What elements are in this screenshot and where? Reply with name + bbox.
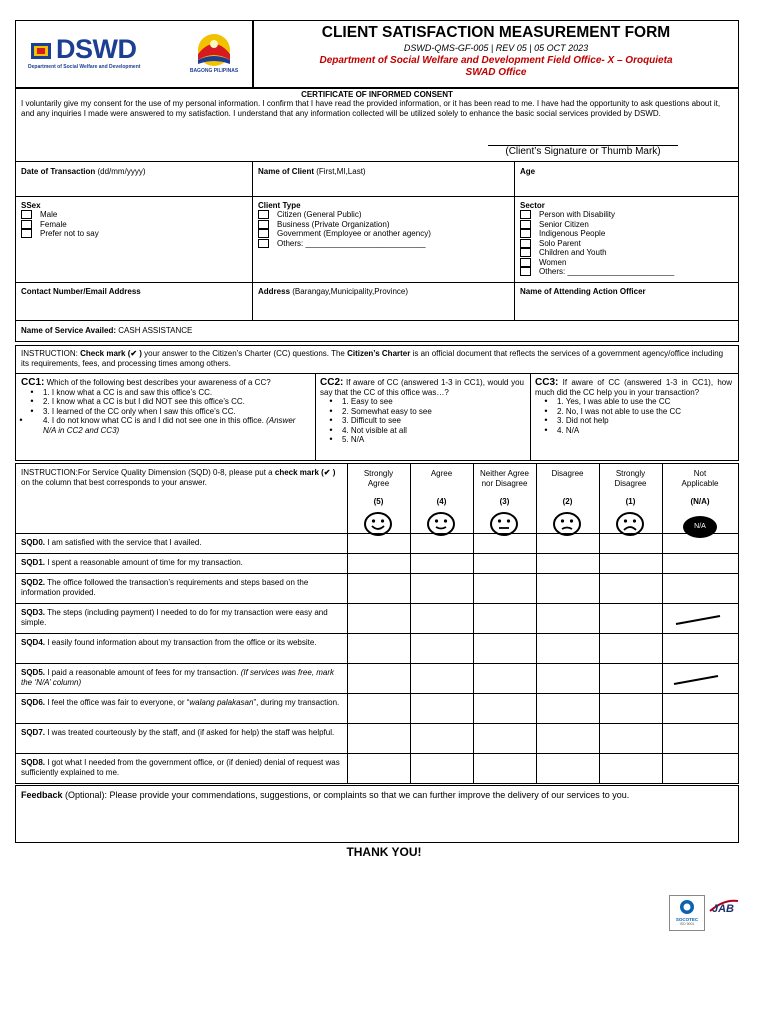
scale-header-4 bbox=[410, 469, 473, 506]
sector-senior[interactable] bbox=[520, 220, 674, 230]
sqd-instruction-check: check mark (✔ ) bbox=[274, 468, 336, 477]
sqd-question bbox=[21, 728, 341, 738]
scale-label: Agree bbox=[430, 469, 453, 478]
consent-text: I voluntarily give my consent for the use of my personal information. I confirm that I have read the provided information, or it has been read to me. I have had the opportunity to ask questions about it, and any inquiries I made were answered to my satisfaction. I understand that any information collected will be utilized solely to enhance the basic social services provided by DSWD. bbox=[21, 99, 721, 118]
cc-divider-top bbox=[15, 373, 739, 374]
bagong-pilipinas-emblem bbox=[186, 30, 242, 72]
bagong-pilipinas-logo bbox=[186, 30, 242, 80]
col-divider-1 bbox=[252, 161, 253, 320]
sqd-text: I feel the office was fair to everyone, or “ bbox=[45, 698, 190, 707]
checkbox[interactable] bbox=[21, 229, 32, 238]
socotec-logo bbox=[669, 895, 705, 931]
scale-header-5 bbox=[347, 469, 410, 506]
client-type-others[interactable] bbox=[258, 239, 431, 249]
sqd-row-5 bbox=[16, 663, 738, 694]
checkbox[interactable] bbox=[520, 267, 531, 276]
sqd-code: SQD4. bbox=[21, 638, 46, 647]
sex-option-male[interactable] bbox=[21, 210, 99, 220]
sqd-question bbox=[21, 698, 341, 708]
address-hint: (Barangay,Municipality,Province) bbox=[292, 287, 408, 296]
checkbox[interactable] bbox=[258, 229, 269, 238]
sqd-code: SQD1. bbox=[21, 558, 46, 567]
cc2-option-4[interactable]: • 4. Not visible at all bbox=[320, 426, 524, 436]
option-label: Others: ________________________ bbox=[539, 267, 675, 276]
scale-header-1 bbox=[599, 469, 662, 506]
cc2-question-text: If aware of CC (answered 1-3 in CC1), would you say that the CC of this office was…? bbox=[320, 378, 524, 397]
address-field[interactable] bbox=[258, 287, 408, 296]
sqd-text: The steps (including payment) I needed to do for my transaction were easy and simple. bbox=[21, 608, 328, 627]
sex-option-prefer-not[interactable] bbox=[21, 229, 99, 239]
sqd-text: I am satisfied with the service that I availed. bbox=[45, 538, 202, 547]
sqd-italic: walang palakasan bbox=[189, 698, 254, 707]
scale-header-2 bbox=[536, 469, 599, 506]
sector-label: Sector bbox=[520, 201, 545, 210]
cc2-option-2[interactable]: • 2. Somewhat easy to see bbox=[320, 407, 524, 417]
cc-instruction-prefix: INSTRUCTION: bbox=[21, 349, 81, 358]
sector-ip[interactable] bbox=[520, 229, 674, 239]
cc2-options bbox=[320, 397, 524, 445]
client-type-group bbox=[258, 201, 431, 248]
socotec-logo-sub: ISO 9001 bbox=[679, 922, 695, 926]
sqd-text: I paid a reasonable amount of fees for my transaction. bbox=[45, 668, 241, 677]
sqd-text: I got what I needed from the government office, or (if denied) denial of request was sufficiently explained to me. bbox=[21, 758, 340, 777]
checkbox[interactable] bbox=[520, 258, 531, 267]
option-label: Women bbox=[539, 257, 567, 267]
cc-col-divider-2 bbox=[530, 373, 531, 461]
cc3-options bbox=[535, 397, 732, 435]
sqd-code: SQD8. bbox=[21, 758, 46, 767]
service-value: CASH ASSISTANCE bbox=[118, 326, 193, 335]
cc2-option-1[interactable]: • 1. Easy to see bbox=[320, 397, 524, 407]
divider-row3 bbox=[15, 320, 739, 321]
option-label: Male bbox=[40, 210, 58, 219]
sqd-question bbox=[21, 538, 341, 548]
option-label: Prefer not to say bbox=[40, 229, 99, 238]
sqd-question bbox=[21, 578, 341, 598]
option-label: Solo Parent bbox=[539, 238, 581, 248]
option-label: Children and Youth bbox=[539, 248, 607, 257]
cc1-note: (Answer N/A in CC2 and CC3) bbox=[43, 416, 296, 435]
sex-group bbox=[21, 201, 99, 239]
checkbox[interactable] bbox=[21, 210, 32, 219]
cc1-option-3[interactable]: • 3. I learned of the CC only when I saw this office’s CC. bbox=[21, 407, 309, 417]
sqd-code: SQD0. bbox=[21, 538, 46, 547]
dswd-logo-subtitle: Department of Social Welfare and Development bbox=[28, 64, 141, 70]
cc-instruction-check: Check mark (✔ ) bbox=[80, 349, 142, 358]
scale-header-3 bbox=[473, 469, 536, 506]
checkbox[interactable] bbox=[258, 220, 269, 229]
sex-option-female[interactable] bbox=[21, 220, 99, 230]
officer-field[interactable]: Name of Attending Action Officer bbox=[520, 287, 646, 296]
sqd-question bbox=[21, 558, 341, 568]
sector-women[interactable] bbox=[520, 258, 674, 268]
scale-label: Not Applicable bbox=[681, 469, 719, 488]
dswd-logo-text: DSWD bbox=[56, 34, 137, 64]
option-label: Citizen (General Public) bbox=[277, 210, 362, 219]
contact-field[interactable]: Contact Number/Email Address bbox=[21, 287, 141, 296]
sqd-row-1 bbox=[16, 553, 738, 574]
sqd-question bbox=[21, 668, 341, 688]
option-label: Female bbox=[40, 219, 67, 229]
address-label: Address bbox=[258, 287, 291, 296]
sqd-tail: ”, during my transaction. bbox=[253, 698, 340, 707]
checkbox[interactable] bbox=[21, 220, 32, 229]
checkbox[interactable] bbox=[520, 248, 531, 257]
na-badge: N/A bbox=[683, 516, 717, 538]
scale-value: (4) bbox=[436, 497, 447, 506]
cc3-block bbox=[535, 378, 732, 435]
scale-label: Strongly Disagree bbox=[614, 469, 647, 488]
cc1-block bbox=[21, 378, 309, 435]
divider-consent bbox=[15, 161, 739, 162]
option-label: Indigenous People bbox=[539, 229, 606, 238]
cc-instruction bbox=[21, 349, 733, 368]
cc-col-divider-1 bbox=[315, 373, 316, 461]
divider-row1 bbox=[15, 196, 739, 197]
sqd-instruction-text2: on the column that best corresponds to your answer. bbox=[21, 478, 207, 487]
sqd-question bbox=[21, 608, 341, 628]
na-strike-mark-sqd5 bbox=[670, 672, 722, 688]
sqd-instruction bbox=[21, 468, 343, 488]
date-hint: (dd/mm/yyyy) bbox=[97, 167, 146, 176]
cc-instruction-cc: Citizen’s Charter bbox=[347, 349, 411, 358]
form-title: CLIENT SATISFACTION MEASUREMENT FORM bbox=[321, 24, 671, 41]
cc2-option-5[interactable]: • 5. N/A bbox=[320, 435, 524, 445]
scale-label: Neither Agree nor Disagree bbox=[480, 469, 529, 488]
cc1-option-4[interactable] bbox=[21, 416, 309, 435]
feedback-text bbox=[21, 790, 731, 801]
sqd-row-2 bbox=[16, 573, 738, 604]
sector-group bbox=[520, 201, 674, 277]
office-line1: Department of Social Welfare and Development Field Office- X – Oroquieta bbox=[319, 55, 673, 66]
form-code: DSWD-QMS-GF-005 | REV 05 | 05 OCT 2023 bbox=[403, 43, 589, 53]
cc1-options bbox=[21, 388, 309, 436]
sqd-instruction-text1: INSTRUCTION:For Service Quality Dimension (SQD) 0-8, please put a bbox=[21, 468, 273, 477]
signature-label: (Client’s Signature or Thumb Mark) bbox=[505, 146, 661, 157]
client-name-hint: (First,MI,Last) bbox=[316, 167, 366, 176]
sqd-code: SQD5. bbox=[21, 668, 46, 677]
jab-logo bbox=[708, 897, 740, 931]
sqd-row-0 bbox=[16, 533, 738, 554]
sqd-note: (If services was free, mark the ‘N/A’ column) bbox=[21, 668, 335, 687]
sqd-text: The office followed the transaction’s requirements and steps based on the information provided. bbox=[21, 578, 309, 597]
cc1-option-1[interactable]: • 1. I know what a CC is and saw this office’s CC. bbox=[21, 388, 309, 398]
cc2-block bbox=[320, 378, 524, 445]
scale-value: (5) bbox=[373, 497, 384, 506]
checkbox[interactable] bbox=[520, 239, 531, 248]
scale-value: (3) bbox=[499, 497, 510, 506]
sector-youth[interactable] bbox=[520, 248, 674, 258]
scale-label: Disagree bbox=[551, 469, 584, 478]
option-label: Business (Private Organization) bbox=[277, 219, 390, 229]
scale-label: Strongly Agree bbox=[363, 469, 394, 488]
cc3-option-2[interactable]: • 2. No, I was not able to use the CC bbox=[535, 407, 732, 417]
sqd-question bbox=[21, 758, 341, 778]
sqd-code: SQD7. bbox=[21, 728, 46, 737]
sector-pwd[interactable] bbox=[520, 210, 674, 220]
date-label: Date of Transaction bbox=[21, 167, 96, 176]
cc2-question bbox=[320, 378, 524, 397]
option-label: Senior Citizen bbox=[539, 219, 589, 229]
cc1-option-2[interactable]: • 2. I know what a CC is but I did NOT see this office’s CC. bbox=[21, 397, 309, 407]
na-strike-mark-sqd3 bbox=[672, 612, 724, 628]
checkbox[interactable] bbox=[520, 210, 531, 219]
bp-label: BAGONG PILIPINAS bbox=[189, 68, 239, 74]
date-field[interactable] bbox=[21, 167, 145, 176]
cc2-option-3[interactable]: • 3. Difficult to see bbox=[320, 416, 524, 426]
sqd-code: SQD6. bbox=[21, 698, 46, 707]
sqd-text: I spent a reasonable amount of time for my transaction. bbox=[45, 558, 243, 567]
sqd-text: I easily found information about my transaction from the office or its website. bbox=[45, 638, 317, 647]
sector-solo-parent[interactable] bbox=[520, 239, 674, 249]
client-name-label: Name of Client bbox=[258, 167, 315, 176]
option-label: Others: ___________________________ bbox=[277, 238, 426, 248]
scale-value: (N/A) bbox=[690, 497, 710, 506]
jab-logo-text: JAB bbox=[712, 903, 735, 915]
checkbox[interactable] bbox=[258, 210, 269, 219]
service-label: Name of Service Availed: bbox=[21, 326, 117, 335]
sqd-row-3 bbox=[16, 603, 738, 634]
cc1-option-4-text: 4. I do not know what CC is and I did not see one in this office. bbox=[43, 416, 264, 425]
sqd-row-4 bbox=[16, 633, 738, 664]
dswd-logo bbox=[28, 36, 173, 74]
feedback-label: Feedback bbox=[21, 790, 63, 800]
client-type-government[interactable] bbox=[258, 229, 431, 239]
col-divider-2 bbox=[514, 161, 515, 320]
socotec-logo-icon bbox=[674, 899, 700, 915]
cc3-question bbox=[535, 378, 732, 397]
cc3-option-4[interactable]: • 4. N/A bbox=[535, 426, 732, 436]
sqd-question bbox=[21, 638, 341, 648]
sqd-row-6 bbox=[16, 693, 738, 724]
cc1-question bbox=[21, 378, 309, 388]
client-type-label: Client Type bbox=[258, 201, 301, 210]
cc1-label: CC1: bbox=[21, 377, 45, 388]
cc3-question-text: If aware of CC (answered 1-3 in CC1), how much did the CC help you in your transaction? bbox=[535, 378, 732, 397]
consent-title: CERTIFICATE OF INFORMED CONSENT bbox=[301, 90, 453, 99]
sqd-code: SQD3. bbox=[21, 608, 46, 617]
sqd-row-8 bbox=[16, 753, 738, 785]
cc3-option-3[interactable]: • 3. Did not help bbox=[535, 416, 732, 426]
checkbox[interactable] bbox=[258, 239, 269, 248]
sex-label: SSex bbox=[21, 201, 41, 210]
cc3-label: CC3: bbox=[535, 377, 559, 388]
checkbox[interactable] bbox=[520, 220, 531, 229]
cc3-option-1[interactable]: • 1. Yes, I was able to use the CC bbox=[535, 397, 732, 407]
cc1-question-text: Which of the following best describes your awareness of a CC? bbox=[44, 378, 271, 387]
feedback-instruction: (Optional): Please provide your commendations, suggestions, or complaints so that we can further improve the delivery of our services to you. bbox=[62, 790, 630, 800]
sector-others[interactable] bbox=[520, 267, 674, 277]
age-field[interactable]: Age bbox=[520, 167, 536, 176]
divider-row2 bbox=[15, 282, 739, 283]
cc-instruction-rest: is an official document that reflects the services of a government agency/office including its requirements, fees, and processing times among others. bbox=[21, 349, 724, 368]
scale-value: (1) bbox=[625, 497, 636, 506]
thank-you: THANK YOU! bbox=[346, 845, 422, 859]
socotec-logo-text: SOCOTEC bbox=[675, 917, 699, 922]
service-field[interactable] bbox=[21, 326, 192, 335]
sqd-row-7 bbox=[16, 723, 738, 754]
scale-header-na bbox=[662, 469, 738, 506]
sqd-code: SQD2. bbox=[21, 578, 46, 587]
checkbox[interactable] bbox=[520, 229, 531, 238]
client-name-field[interactable] bbox=[258, 167, 366, 176]
client-type-citizen[interactable] bbox=[258, 210, 431, 220]
scale-value: (2) bbox=[562, 497, 573, 506]
office-line2: SWAD Office bbox=[465, 67, 527, 78]
option-label: Person with Disability bbox=[539, 210, 616, 219]
cc-instruction-mid: your answer to the Citizen’s Charter (CC) questions. The bbox=[141, 349, 348, 358]
option-label: Government (Employee or another agency) bbox=[277, 229, 431, 238]
client-type-business[interactable] bbox=[258, 220, 431, 230]
sqd-text: I was treated courteously by the staff, and (if asked for help) the staff was helpful. bbox=[45, 728, 335, 737]
cc2-label: CC2: bbox=[320, 377, 344, 388]
